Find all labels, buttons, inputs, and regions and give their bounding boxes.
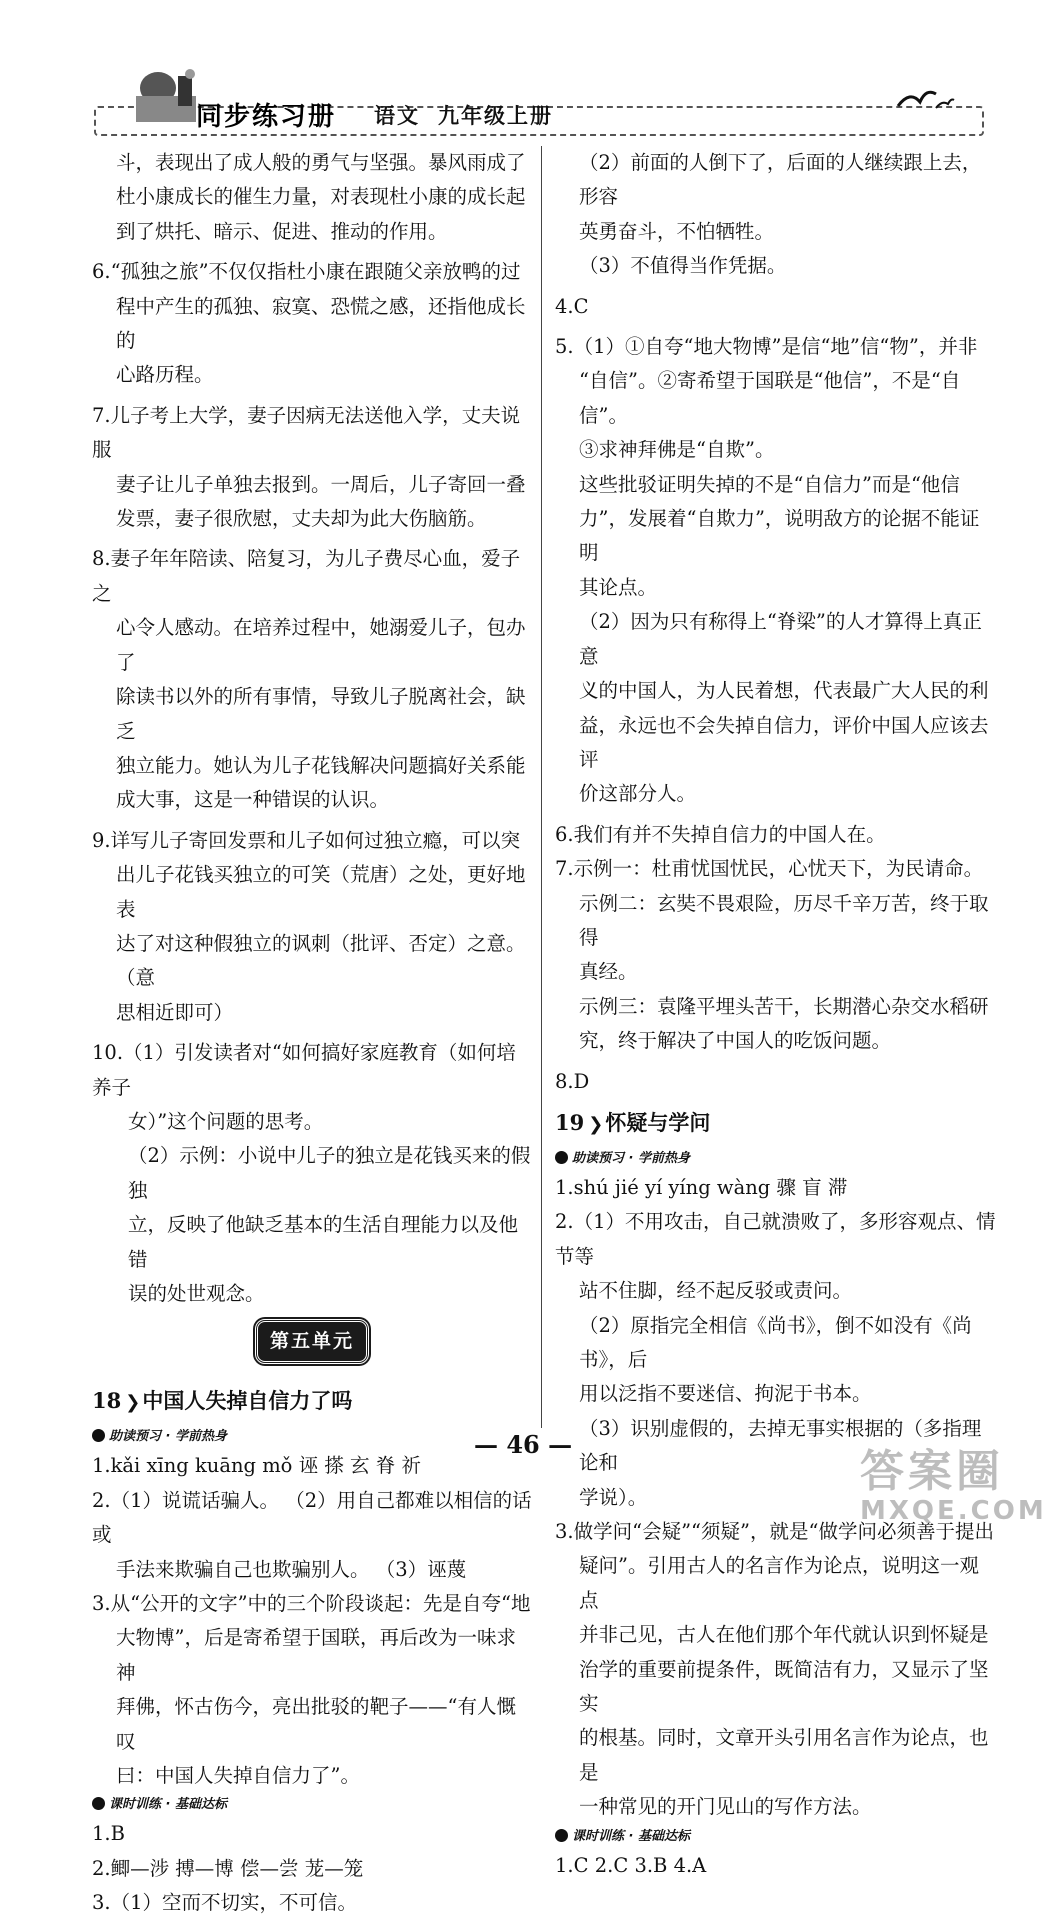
answer-8-line: 独立能力。她认为儿子花钱解决问题搞好关系能 xyxy=(116,753,526,777)
answer-line: 站不住脚，经不起反驳或责问。 xyxy=(579,1279,853,1303)
answer-line: 1.B xyxy=(92,1822,125,1846)
answer-10-line: （2）示例：小说中儿子的独立是花钱买来的假独 xyxy=(128,1144,531,1202)
section-tag-label: 助读预习 · 学前热身 xyxy=(572,1150,690,1166)
text-line: 英勇奋斗，不怕牺牲。 xyxy=(579,219,775,243)
lesson-18-heading xyxy=(92,1377,532,1425)
answer-line: 2.（1）不用攻击，自己就溃败了，多形容观点、情节等 xyxy=(555,1210,996,1268)
text-line: 杜小康成长的催生力量，对表现杜小康的成长起 xyxy=(116,185,526,209)
page-number: — 46 — xyxy=(474,1430,573,1459)
section-tag-label: 助读预习 · 学前热身 xyxy=(109,1429,227,1445)
answer-5-line: “自信”。②寄希望于国联是“他信”，不是“自信”。 xyxy=(579,369,961,427)
unit-title: 第五单元 xyxy=(255,1319,369,1363)
answer-line: 3.从“公开的文字”中的三个阶段谈起：先是自夸“地 xyxy=(92,1592,531,1616)
answer-5-line: 价这部分人。 xyxy=(579,782,697,806)
answer-5-line: ③求神拜佛是“自欺”。 xyxy=(579,438,775,462)
section-tag-label: 课时训练 · 基础达标 xyxy=(572,1828,690,1844)
answer-8-line: 成大事，这是一种错误的认识。 xyxy=(116,788,390,812)
answer-line: 手法来欺骗自己也欺骗别人。 （3）诬蔑 xyxy=(116,1557,467,1581)
answer-line: 3.做学问“会疑”“须疑”，就是“做学问必须善于提出 xyxy=(555,1520,994,1544)
answer-7-line: 示例二：玄奘不畏艰险，历尽千辛万苦，终于取得 xyxy=(579,891,989,949)
answer-5-line: 义的中国人，为人民着想，代表最广大人民的利 xyxy=(579,679,989,703)
left-column xyxy=(92,146,532,1921)
answer-line: 1.C 2.C 3.B 4.A xyxy=(555,1853,707,1877)
watermark-url: MXQE.COM xyxy=(860,1496,1047,1526)
answer-9-line: 9.详写儿子寄回发票和儿子如何过独立瘾，可以突 xyxy=(92,828,521,852)
answer-7-line: 究，终于解决了中国人的吃饭问题。 xyxy=(579,1029,892,1053)
answer-10-line: 女）”这个问题的思考。 xyxy=(128,1109,324,1133)
answer-line: 大物博”，后是寄希望于国联，再后改为一味求神 xyxy=(116,1626,516,1684)
answer-8-line: 除读书以外的所有事情，导致儿子脱离社会，缺乏 xyxy=(116,685,526,743)
answer-7-line: 7.示例一：杜甫忧国忧民，心忧天下，为民请命。 xyxy=(555,857,984,881)
answer-line: （2）原指完全相信《尚书》，倒不如没有《尚书》，后 xyxy=(579,1313,972,1371)
answer-line: 并非己见，古人在他们那个年代就认识到怀疑是 xyxy=(579,1623,989,1647)
lesson-19-heading xyxy=(555,1099,997,1147)
answer-line: 用以泛指不要迷信、拘泥于书本。 xyxy=(579,1382,872,1406)
answer-line: 2.鲫—涉 搏—博 偿—尝 茏—笼 xyxy=(92,1856,364,1880)
section-tag xyxy=(92,1793,532,1817)
section-bullet-icon xyxy=(555,1829,568,1842)
answer-7-line: 发票，妻子很欣慰，丈夫却为此大伤脑筋。 xyxy=(116,507,487,531)
chevron-right-icon: ❯ xyxy=(125,1392,141,1414)
section-bullet-icon xyxy=(555,1151,568,1164)
answer-9-line: 出儿子花钱买独立的可笑（荒唐）之处，更好地表 xyxy=(116,863,526,921)
answer-line: 疑问”。引用古人的名言作为论点，说明这一观点 xyxy=(579,1554,979,1612)
answer-8-line: 心令人感动。在培养过程中，她溺爱儿子，包办了 xyxy=(116,616,526,674)
answer-line: 学说）。 xyxy=(579,1485,648,1509)
answer-7-line: 7.儿子考上大学，妻子因病无法送他入学，丈夫说服 xyxy=(92,403,521,462)
section-tag-label: 课时训练 · 基础达标 xyxy=(109,1797,227,1813)
answer-7-line: 示例三：袁隆平埋头苦干，长期潜心杂交水稻研 xyxy=(579,994,989,1018)
answer-line: 曰：中国人失掉自信力了”。 xyxy=(116,1764,360,1788)
answer-block xyxy=(92,146,532,249)
section-tag xyxy=(555,1147,997,1171)
answer-7-line: 真经。 xyxy=(579,960,638,984)
section-bullet-icon xyxy=(92,1797,105,1810)
answer-5-line: 其论点。 xyxy=(579,575,658,599)
lesson-title: 怀疑与学问 xyxy=(605,1110,711,1135)
answer-10-line: 立，反映了他缺乏基本的生活自理能力以及他错 xyxy=(128,1213,519,1271)
answer-6: 6.我们有并不失掉自信力的中国人在。 xyxy=(555,822,886,846)
answer-line: （3）识别虚假的，去掉无事实根据的（多指理论和 xyxy=(579,1416,982,1475)
answer-6-line: 心路历程。 xyxy=(116,363,214,387)
text-line: （2）前面的人倒下了，后面的人继续跟上去，形容 xyxy=(579,151,982,209)
lesson-number: 18 xyxy=(92,1388,122,1414)
subject-label: 语文 xyxy=(374,104,420,128)
answer-line: 2.（1）说谎话骗人。 （2）用自己都难以相信的话或 xyxy=(92,1488,532,1547)
answer-line: 治学的重要前提条件，既简洁有力，又显示了坚实 xyxy=(579,1657,989,1716)
header-emblem-icon xyxy=(128,66,206,124)
lesson-number: 19 xyxy=(555,1109,585,1135)
answer-7-line: 妻子让儿子单独去报到。一周后，儿子寄回一叠 xyxy=(116,472,526,496)
chevron-right-icon: ❯ xyxy=(588,1113,604,1135)
unit-banner xyxy=(92,1311,532,1377)
text-line: （3）不值得当作凭据。 xyxy=(579,254,787,278)
text-line: 到了烘托、暗示、促进、推动的作用。 xyxy=(116,219,448,243)
answer-5-line: （2）因为只有称得上“脊梁”的人才算得上真正意 xyxy=(579,610,982,668)
answer-line: 1.shú jié yí yíng wàng 骤 盲 滞 xyxy=(555,1175,848,1199)
answer-9-line: 思相近即可） xyxy=(116,1000,234,1024)
answer-10-line: 误的处世观念。 xyxy=(128,1282,265,1305)
column-divider xyxy=(541,146,542,1428)
answer-4: 4.C xyxy=(555,294,589,318)
book-title: 同步练习册 xyxy=(196,102,337,132)
answer-6-line: 程中产生的孤独、寂寞、恐慌之感，还指他成长的 xyxy=(116,294,526,353)
watermark-logo: 答案圈 xyxy=(860,1446,1004,1497)
answer-line: 的根基。同时，文章开头引用名言作为论点，也是 xyxy=(579,1726,989,1784)
page-header xyxy=(88,60,988,140)
answer-5-line: 这些批驳证明失掉的不是“自信力”而是“他信 xyxy=(579,472,960,496)
answer-line: 1.kǎi xīng kuāng mǒ 诬 搽 玄 脊 祈 xyxy=(92,1454,421,1478)
answer-10-line: 10.（1）引发读者对“如何搞好家庭教育（如何培养子 xyxy=(92,1041,516,1099)
section-tag xyxy=(92,1425,532,1449)
answer-line: 3.（1）空而不切实，不可信。 xyxy=(92,1891,358,1915)
answer-line: 一种常见的开门见山的写作方法。 xyxy=(579,1795,872,1819)
answer-9-line: 达了对这种假独立的讽刺（批评、否定）之意。（意 xyxy=(116,931,526,990)
answer-6-line: 6.“孤独之旅”不仅仅指杜小康在跟随父亲放鸭的过 xyxy=(92,260,521,284)
section-bullet-icon xyxy=(92,1429,105,1442)
answer-5-line: 5.（1）①自夸“地大物博”是信“地”信“物”，并非 xyxy=(555,335,978,359)
lesson-title: 中国人失掉自信力了吗 xyxy=(142,1389,353,1414)
section-tag xyxy=(555,1825,997,1849)
watermark xyxy=(860,1448,1050,1532)
answer-line: 拜佛，怀古伤今，亮出批驳的靶子——“有人慨叹 xyxy=(116,1695,516,1753)
answer-5-line: 力”，发展着“自欺力”，说明敌方的论据不能证明 xyxy=(579,507,980,565)
answer-8: 8.D xyxy=(555,1069,590,1093)
grade-label: 九年级上册 xyxy=(438,104,553,128)
answer-8-line: 8.妻子年年陪读、陪复习，为儿子费尽心血，爱子之 xyxy=(92,547,521,605)
text-line: 斗，表现出了成人般的勇气与坚强。暴风雨成了 xyxy=(116,151,526,174)
answer-5-line: 益，永远也不会失掉自信力，评价中国人应该去评 xyxy=(579,713,989,771)
birds-icon xyxy=(896,84,956,114)
right-column xyxy=(555,146,997,1883)
